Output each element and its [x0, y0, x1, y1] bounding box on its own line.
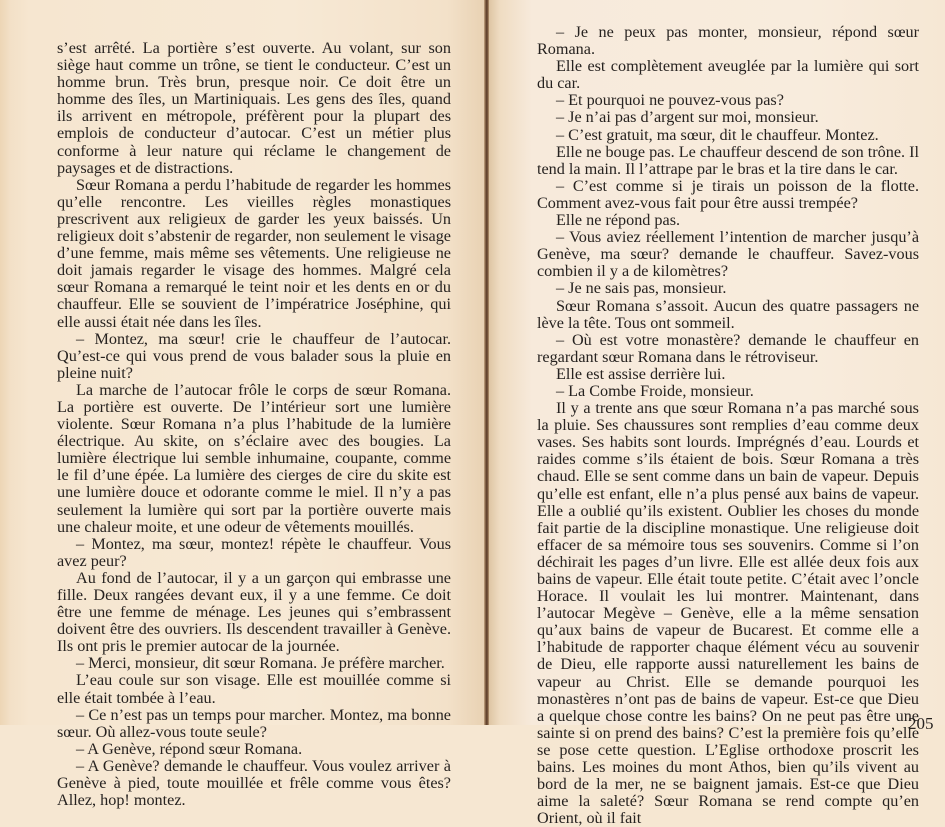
paragraph: Sœur Romana a perdu l’habitude de regarder les hommes qu’elle rencontre. Les vieilles règles monastiques prescrivent aux religieux de garder les yeux baissés. Un religieux doit s’abstenir de regarder, non seulement le visage d’une femme, mais même ses vêtements. Une religieuse ne doit jamais regarder le visage des hommes. Malgré cela sœur Romana a remarqué le teint noir et les dents en or du chauffeur. Elle se souvient de l’impératrice Joséphine, qui elle aussi était née dans les îles. — [57, 175, 451, 331]
paragraph: L’eau coule sur son visage. Elle est mouillée comme si elle était tombée à l’eau. — [57, 671, 451, 707]
paragraph: Elle est assise derrière lui. — [556, 364, 726, 383]
page-edge-shadow — [0, 0, 10, 725]
paragraph: Il y a trente ans que sœur Romana n’a pas marché sous la pluie. Ses chaussures sont remplies d’eau comme deux vases. Ses habits sont lourds. Imprégnés d’eau. Lourds et raides comme s’ils étaient de bois. Sœur Romana a très chaud. Elle se sent comme dans un bain de vapeur. Depuis qu’elle est enfant, elle n’a plus pensé aux bains de vapeur. Elle a oublié qu’ils existent. Oublier les choses du monde fait partie de la discipline monastique. Une religieuse doit effacer de sa mémoire tous ses souvenirs. Comme si l’on déchirait les pages d’un livre. Elle est allée deux fois aux bains de vapeur. Elle était toute petite. C’était avec l’oncle Horace. Il voulait les lui montrer. Maintenant, dans l’autocar Megève – Genève, elle a la même sensation qu’aux bains de vapeur de Bucarest. Et comme elle a l’habitude de rapporter chaque élément vécu au souvenir de Dieu, elle rapporte aussi naturellement les bains de vapeur au Christ. Elle se demande pourquoi les monastères n’ont pas de bains de vapeur. Est-ce que Dieu a quelque chose contre les bains? On ne peut pas être une sainte si on prend des bains? C’est la première fois qu’elle se pose cette question. L’Eglise orthodoxe proscrit les bains. Les moines du mont Athos, bien qu’ils vivent au bord de la mer, ne se baignent jamais. Est-ce que Dieu aime la saleté? Sœur Romana se rend compte qu’en Orient, où il fait — [537, 399, 919, 827]
dialogue-line: – Je n’ai pas d’argent sur moi, monsieur. — [556, 108, 819, 127]
dialogue-line: – A Genève, répond sœur Romana. — [76, 739, 303, 758]
dialogue-line: – Vous aviez réellement l’intention de marcher jusqu’à Genève, ma sœur? demande le chauffeur. Savez-vous combien il y a de kilomètres? — [537, 228, 919, 281]
dialogue-line: – C’est comme si je tirais un poisson de la flotte. Comment avez-vous fait pour être aussi trempée? — [537, 176, 919, 212]
dialogue-line: – La Combe Froide, monsieur. — [556, 381, 754, 400]
paragraph: Elle ne répond pas. — [556, 211, 681, 230]
dialogue-line: – A Genève? demande le chauffeur. Vous voulez arriver à Genève à pied, toute mouillée et frêle comme vous êtes? Allez, hop! montez. — [57, 756, 451, 810]
page-number: 205 — [908, 714, 934, 733]
dialogue-line: – C’est gratuit, ma sœur, dit le chauffeur. Montez. — [556, 125, 879, 144]
paragraph: Elle est complètement aveuglée par la lumière qui sort du car. — [537, 57, 919, 93]
dialogue-line: – Je ne peux pas monter, monsieur, répond sœur Romana. — [537, 23, 919, 59]
dialogue-line: – Montez, ma sœur, montez! répète le chauffeur. Vous avez peur? — [57, 534, 451, 570]
paragraph: Elle ne bouge pas. Le chauffeur descend de son trône. Il tend la main. Il l’attrape par le bras et la tire dans le car. — [537, 142, 919, 178]
paragraph: s’est arrêté. La portière s’est ouverte. Au volant, sur son siège haut comme un trône, se tient le conducteur. C’est un homme brun. Très brun, presque noir. Ce doit être un homme des îles, un Martiniquais. Les gens des îles, quand ils arrivent en métropole, préfèrent pour la plupart des emplois de conducteur d’autocar. C’est un métier plus conforme à leur nature qui réclame le changement de paysages et de distractions. — [57, 39, 451, 177]
dialogue-line: – Merci, monsieur, dit sœur Romana. Je préfère marcher. — [76, 654, 445, 673]
right-page-text — [537, 24, 919, 827]
dialogue-line: – Et pourquoi ne pouvez-vous pas? — [556, 91, 784, 110]
dialogue-line: – Où est votre monastère? demande le chauffeur en regardant sœur Romana dans le rétroviseur. — [537, 330, 919, 366]
dialogue-line: – Je ne sais pas, monsieur. — [556, 279, 727, 298]
dialogue-line: – Ce n’est pas un temps pour marcher. Montez, ma bonne sœur. Où allez-vous toute seule? — [57, 705, 451, 741]
left-page-text — [57, 40, 451, 809]
paragraph: Sœur Romana s’assoit. Aucun des quatre passagers ne lève la tête. Tous ont sommeil. — [537, 296, 919, 332]
paragraph: La marche de l’autocar frôle le corps de sœur Romana. La portière est ouverte. De l’intérieur sort une lumière violente. Sœur Romana n’a plus l’habitude de la lumière électrique. Au skite, on s’éclaire avec des bougies. La lumière électrique lui semble inhumaine, coupante, comme le fil d’une épée. La lumière des cierges de cire du skite est une lumière douce et odorante comme le miel. Il n’y a pas seulement la lumière qui sort par la portière ouverte mais une chaleur moite, et une odeur de vêtements mouillés. — [57, 380, 451, 536]
book-spine — [484, 0, 489, 725]
dialogue-line: – Montez, ma sœur! crie le chauffeur de l’autocar. Qu’est-ce qui vous prend de vous balader sous la pluie en pleine nuit? — [57, 329, 451, 382]
paragraph: Au fond de l’autocar, il y a un garçon qui embrasse une fille. Deux rangées devant eux, il y a une femme. Ce doit être une femme de ménage. Les jeunes qui s’embrassent doivent être des ouvriers. Ils descendent travailler à Genève. Ils ont pris le premier autocar de la journée. — [57, 568, 451, 656]
